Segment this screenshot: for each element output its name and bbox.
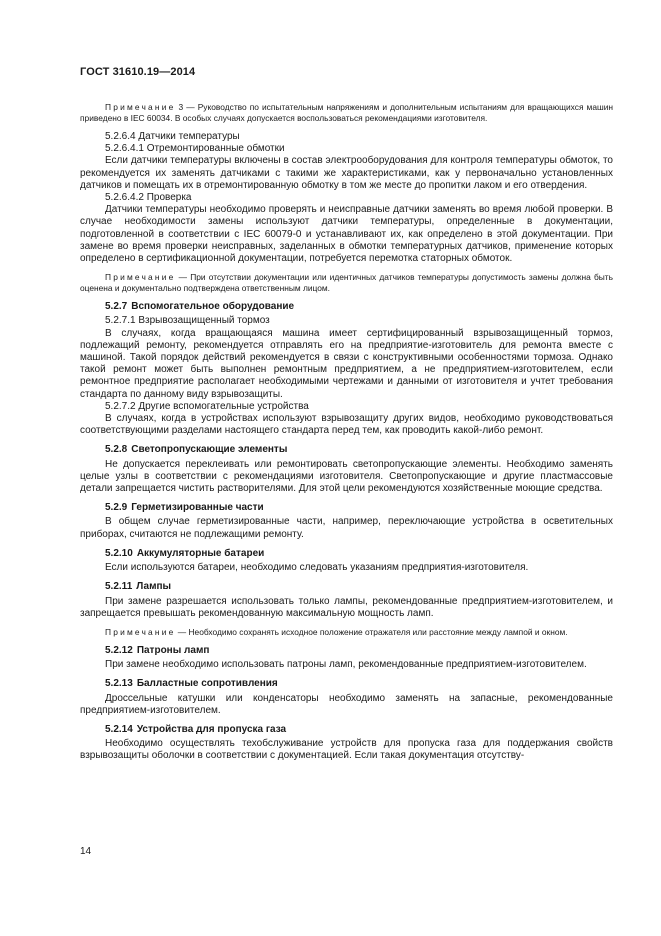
section-title: Аккумуляторные батареи [136,547,265,559]
section-heading [80,502,613,514]
paragraph: Необходимо осуществлять техобслуживание устройств для пропуска газа для поддержания свойств взрывозащиты оболочки в соответствии с документацией. Если такая документация отсутству- [80,738,613,762]
section-number: 5.2.12 [105,644,133,656]
section-number: 5.2.7 [105,301,128,313]
section-number: 5.2.8 [105,444,128,456]
paragraph: В случаях, когда в устройствах используют взрывозащиту других видов, необходимо руководствоваться соответствующими разделами настоящего стандарта перед тем, как проводить какой-либо ремонт. [80,413,613,437]
paragraph: Датчики температуры необходимо проверять и неисправные датчики заменять во время любой проверки. В случае необходимости замены используют датчики температуры, определенные в документации, подготовленной в соответствии с IEC 60079-0 и устанавливают их, как определено в этой документации. При замене во время проверки неисправных, заделанных в обмотки температурных датчиков, применение которых определено в сертификационной документации, потребуется перемотка статорных обмоток. [80,204,613,265]
note-text: 3 — Руководство по испытательным напряжениям и дополнительным испытаниям для вращающихся машин приведено в IEC 60034. В особых случаях допускается воспользоваться рекомендациями изготовителя. [80,102,613,123]
section-heading [80,678,613,690]
paragraph: В случаях, когда вращающаяся машина имеет сертифицированный взрывозащищенный тормоз, подлежащий ремонту, рекомендуется отправлять его на предприятие-изготовитель для ремонта вместе с машиной. Такой порядок действий рекомендуется в связи с конструктивными особенностями тормоза. Однако такой ремонт может быть выполнен ремонтным предприятием, а не предприятием-изготовителем, если ремонтное предприятие располагает необходимыми чертежами и данными от изготовителя и учтет требования стандарта по данному виду взрывозащиты. [80,327,613,400]
section-number: 5.2.14 [105,723,133,735]
section-heading [80,724,613,736]
paragraph: При замене необходимо использовать патроны ламп, рекомендованные предприятием-изготовителем. [105,659,587,671]
section-number: 5.2.9 [105,502,128,514]
paragraph: 5.2.6.4.1 Отремонтированные обмотки [105,143,285,155]
paragraph: Не допускается переклеивать или ремонтировать светопропускающие элементы. Необходимо заменять целые узлы в соответствии с рекомендациями изготовителя. Светопропускающие и другие пластмассовые детали запрещается чистить растворителями. Для этой цели рекомендуются хозяйственные моющие средства. [80,458,613,495]
section-title: Вспомогательное оборудование [131,301,295,313]
paragraph: 5.2.6.4.2 Проверка [105,192,192,204]
paragraph: 5.2.7.1 Взрывозащищенный тормоз [105,315,270,327]
document-body [80,95,613,763]
section-number: 5.2.10 [105,547,133,559]
paragraph: Если датчики температуры включены в состав электрооборудования для контроля температуры обмоток, то рекомендуется их заменять датчиками с такими же характеристиками, как у первоначально установленных датчиков и помещать их в отремонтированную обмотку в том же месте до пропитки лаком и его отвердения. [80,155,613,191]
note-label: Примечание [105,626,176,637]
note-label: Примечание [105,102,176,112]
note-label: Примечание [105,272,176,283]
section-title: Лампы [136,581,172,593]
section-number: 5.2.11 [105,581,133,593]
section-heading [80,301,613,313]
section-title: Герметизированные части [131,502,264,514]
section-title: Светопропускающие элементы [131,444,288,456]
section-heading [80,645,613,657]
section-title: Балластные сопротивления [136,678,278,690]
paragraph: 5.2.7.2 Другие вспомогательные устройства [105,400,309,412]
section-title: Патроны ламп [136,644,210,656]
section-heading [80,444,613,456]
section-number: 5.2.13 [105,678,133,690]
section-title: Устройства для пропуска газа [136,723,287,735]
note-text: — Необходимо сохранять исходное положение отражателя или расстояние между лампой и окном. [175,626,568,637]
paragraph: 5.2.6.4 Датчики температуры [105,131,240,142]
section-heading [80,581,613,593]
paragraph: В общем случае герметизированные части, например, переключающие устройства в осветительных приборах, считаются не подлежащими ремонту. [80,516,613,540]
section-heading [80,548,613,560]
paragraph: Если используются батареи, необходимо следовать указаниям предприятия-изготовителя. [105,562,529,574]
page-number: 14 [80,846,92,857]
note [80,627,613,638]
note [80,272,613,294]
paragraph: Дроссельные катушки или конденсаторы необходимо заменять на запасные, рекомендованные предприятием-изготовителем. [80,692,613,716]
note-text: — При отсутствии документации или идентичных датчиков температуры допустимость замены должна быть оценена и документально подтверждена ответственным лицом. [80,272,613,294]
note [80,102,613,124]
document-header: ГОСТ 31610.19—2014 [80,66,196,78]
paragraph: При замене разрешается использовать только лампы, рекомендованные предприятием-изготовителем, и запрещается превышать рекомендованную максимальную мощность ламп. [80,595,613,619]
